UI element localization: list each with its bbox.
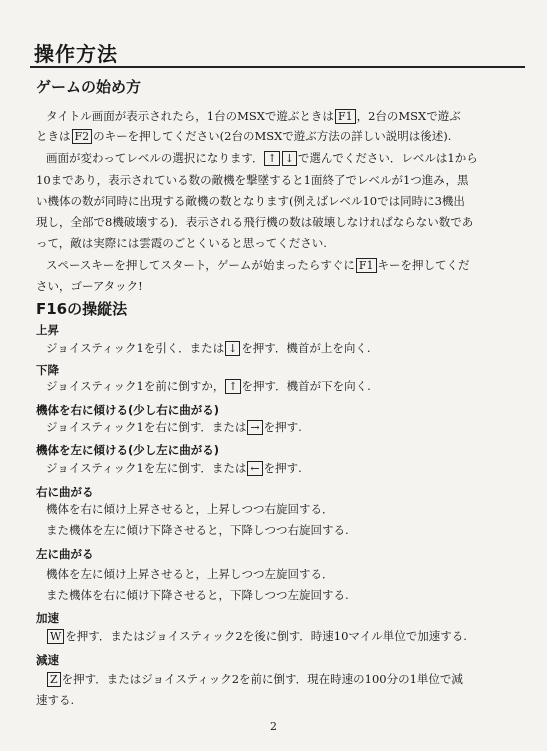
start-line-4: 10まであり，表示されている数の敵機を撃墜すると1面終了でレベルが1つ進み，黒 — [36, 173, 469, 187]
control-text-turn-left-1: 機体を左に傾け上昇させると，上昇しつつ左旋回する． — [46, 567, 334, 581]
key-up: ↑ — [264, 151, 279, 166]
control-text-turn-right-2: また機体を左に傾け下降させると，下降しつつ右旋回する. — [46, 523, 349, 537]
key-down: ↓ — [282, 151, 297, 166]
control-title-climb: 上昇 — [36, 323, 59, 337]
control-title-tilt-left: 機体を左に傾ける(少し左に曲がる) — [36, 443, 220, 457]
control-text-climb: ジョイスティック1を引く．または ↓ を押す．機首が上を向く. — [46, 341, 371, 355]
key-up: ↑ — [225, 379, 240, 394]
start-line-3: 画面が変わってレベルの選択になります． ↑ ↓ で選んでください．レベルは1から — [46, 151, 478, 165]
control-text-decel-1: Z を押す．またはジョイスティック2を前に倒す．現在時速の100分の1単位で減 — [36, 669, 534, 689]
key-f2: F2 — [72, 129, 93, 144]
title-divider — [30, 66, 525, 68]
key-f1: F1 — [356, 258, 377, 273]
control-text-turn-left-2: また機体を右に傾け下降させると，下降しつつ左旋回する. — [46, 588, 349, 602]
start-line-5: い機体の数が同時に出現する敵機の数となります(例えばレベル10では同時に3機出 — [36, 194, 465, 208]
control-title-turn-left: 左に曲がる — [36, 547, 94, 561]
start-line-6: 現し，全部で8機破壊する)．表示される飛行機の数は破壊しなければならない数であ — [36, 215, 474, 229]
control-text-accel: W を押す．またはジョイスティック2を後に倒す．時速10マイル単位で加速する. — [36, 626, 534, 646]
control-text-decel-2: 速する. — [36, 693, 75, 707]
control-title-tilt-right: 機体を右に傾ける(少し右に曲がる) — [36, 403, 220, 417]
start-line-8: スペースキーを押してスタート，ゲームが始まったらすぐに F1 キーを押してくだ — [46, 258, 470, 272]
control-text-tilt-right: ジョイスティック1を右に倒す．または → を押す. — [46, 420, 302, 434]
start-line-9: さい，ゴーアタック! — [36, 279, 143, 293]
section-heading-controls: F16の操縦法 — [36, 300, 128, 318]
start-line-1: タイトル画面が表示されたら，1台のMSXで遊ぶときは F1 ，2台のMSXで遊ぶ — [46, 109, 461, 123]
control-text-dive: ジョイスティック1を前に倒すか， ↑ を押す．機首が下を向く. — [46, 379, 371, 393]
control-text-tilt-left: ジョイスティック1を左に倒す．または ← を押す. — [46, 461, 302, 475]
control-text-turn-right-1: 機体を右に傾け上昇させると，上昇しつつ右旋回する． — [46, 502, 334, 516]
key-z: Z — [47, 672, 61, 687]
control-title-accel: 加速 — [36, 611, 59, 625]
key-right: → — [247, 420, 262, 435]
start-line-2: ときは F2 のキーを押してください(2台のMSXで遊ぶ方法の詳しい説明は後述). — [36, 129, 452, 143]
page-title: 操作方法 — [34, 42, 118, 66]
key-f1: F1 — [335, 109, 356, 124]
section-heading-start: ゲームの始め方 — [36, 78, 142, 96]
control-title-dive: 下降 — [36, 363, 59, 377]
key-left: ← — [247, 461, 262, 476]
control-title-decel: 減速 — [36, 653, 59, 667]
key-down: ↓ — [225, 341, 240, 356]
key-w: W — [47, 629, 64, 644]
start-line-7: って，敵は実際には雲霞のごとくいると思ってください. — [36, 236, 327, 250]
page-number: 2 — [270, 720, 277, 733]
control-title-turn-right: 右に曲がる — [36, 485, 94, 499]
